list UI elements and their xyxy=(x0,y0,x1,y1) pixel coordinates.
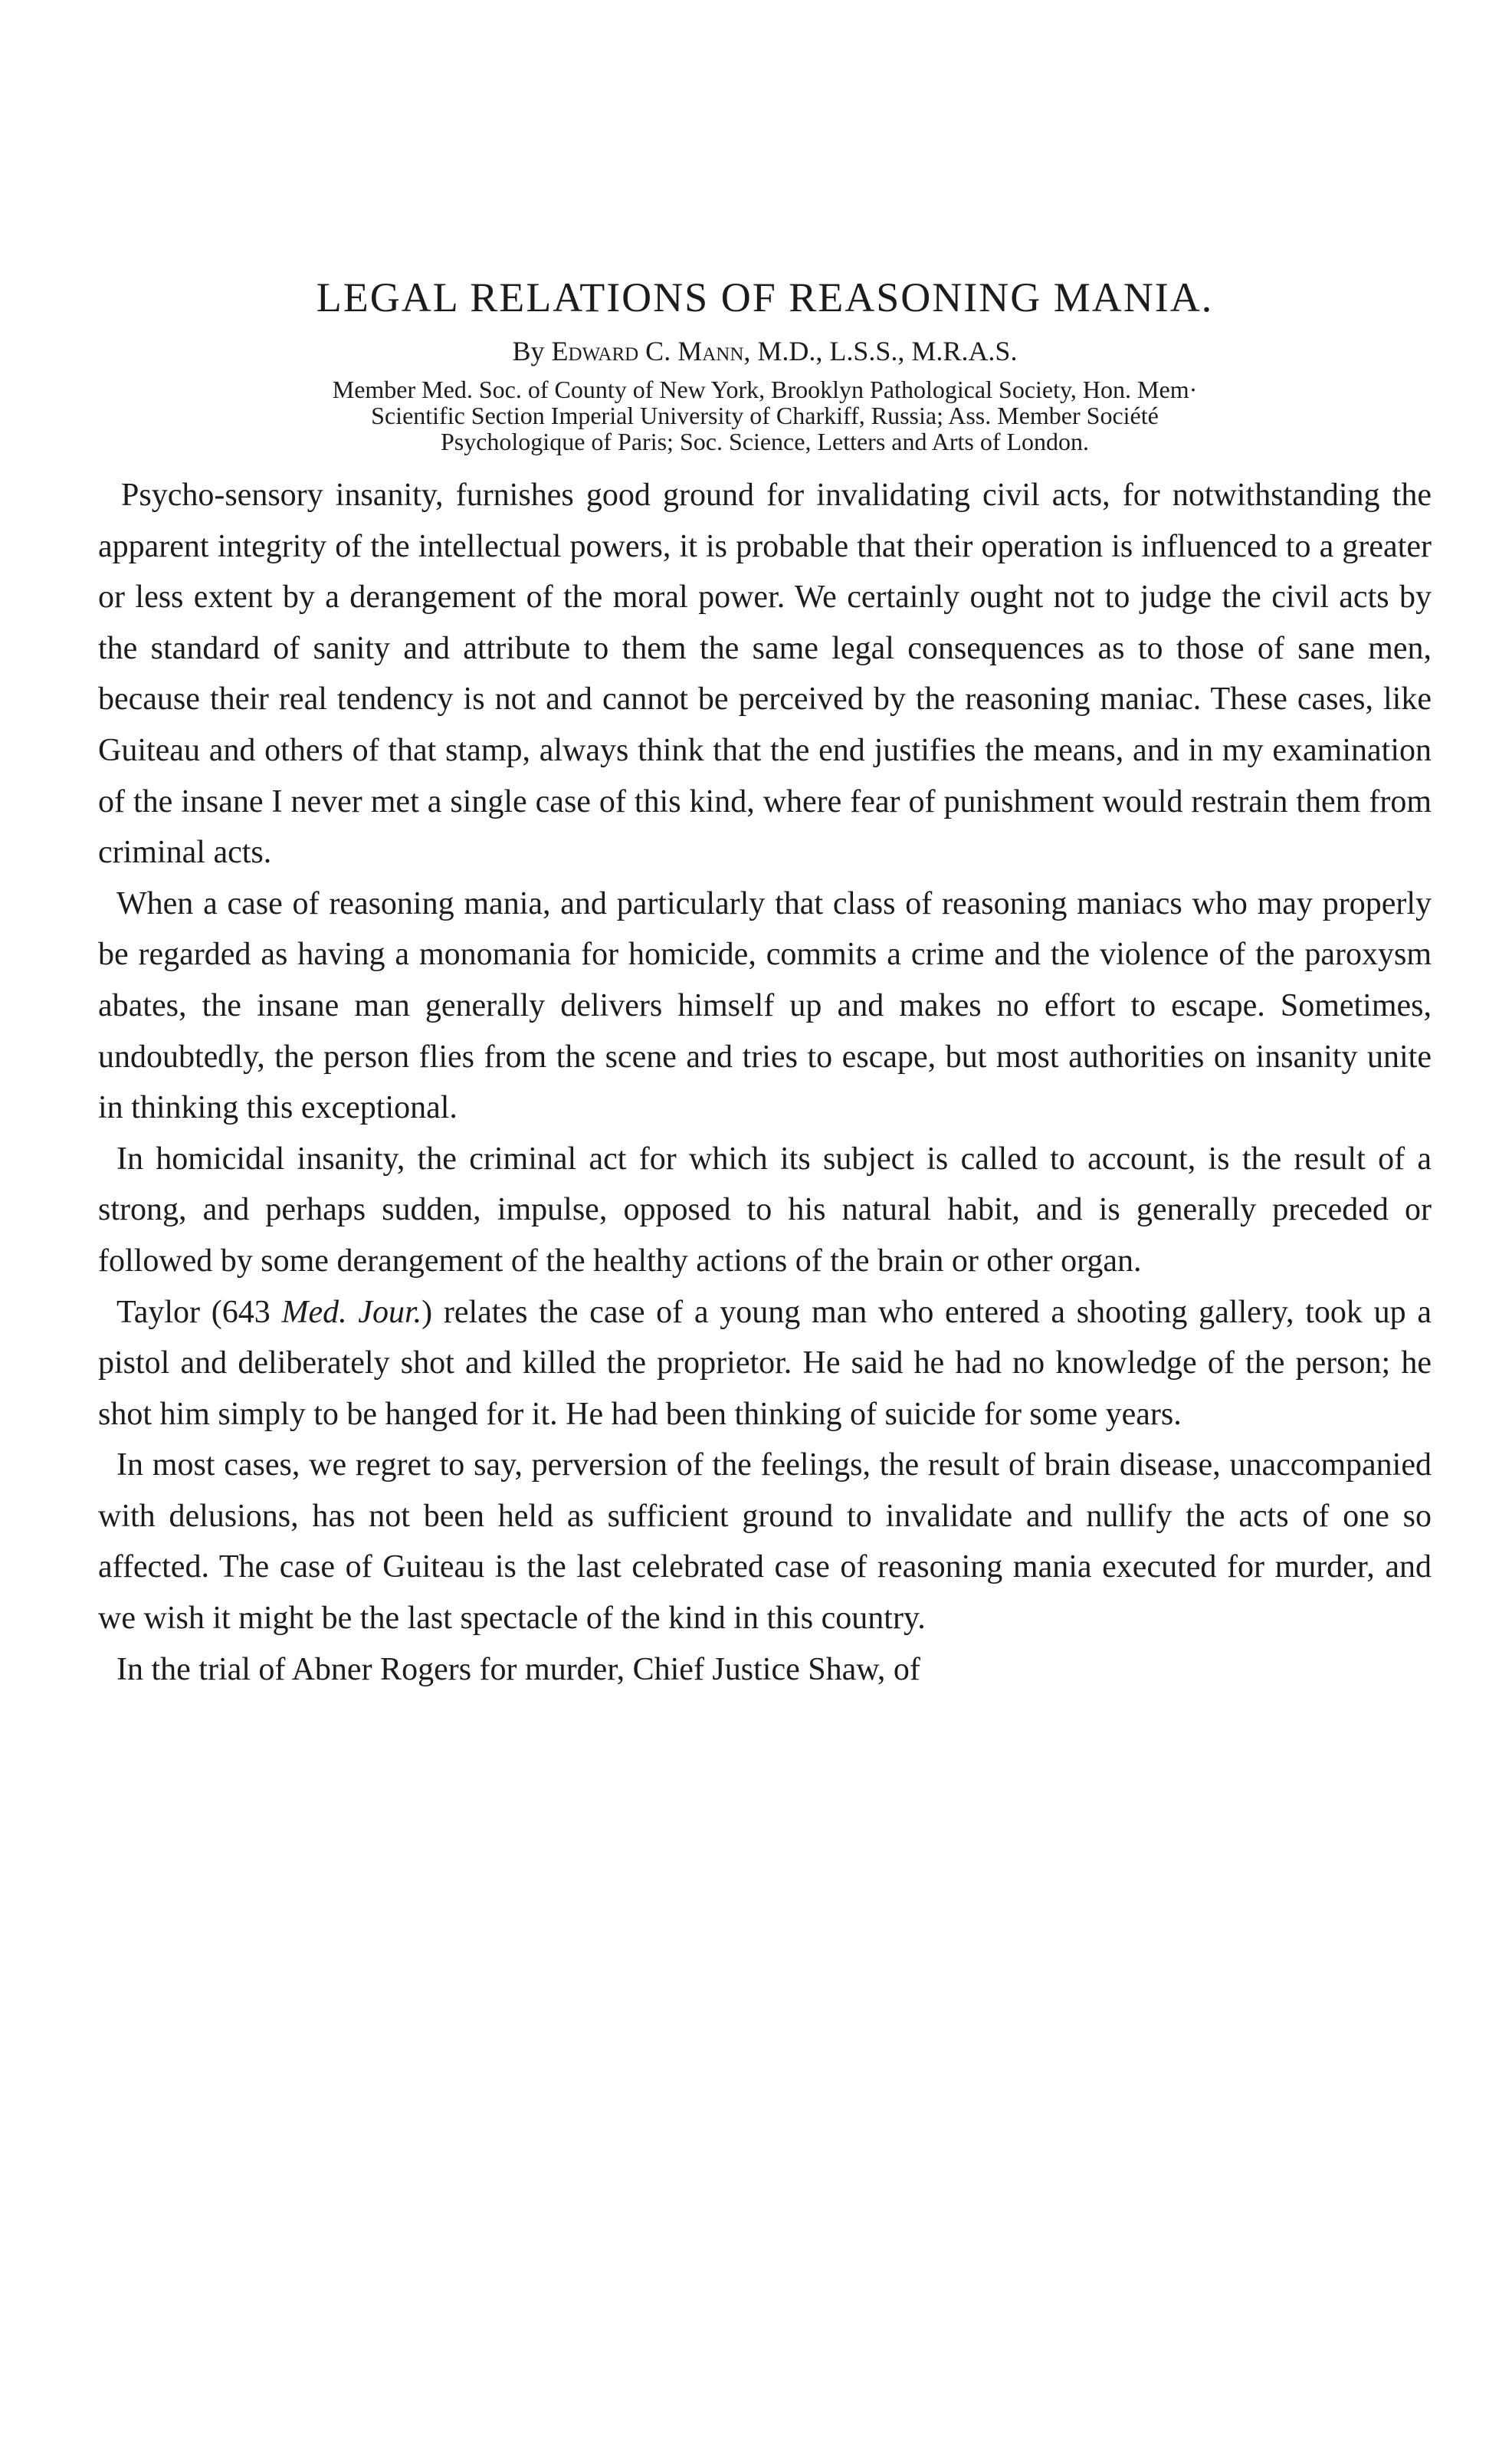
paragraph xyxy=(98,1287,1432,1440)
byline-prefix: By xyxy=(512,336,552,366)
affiliation-line: Member Med. Soc. of County of New York, Brooklyn Pathological Society, Hon. Mem· xyxy=(332,376,1198,403)
affiliation-line: Scientific Section Imperial University of Charkiff, Russia; Ass. Member Société xyxy=(371,402,1159,429)
paragraph-text: ) relates the case of a young man who entered a shooting gallery, took up a pistol and deliberately shot and killed the proprietor. He said he had no knowledge of the person; he shot him simply to be hanged for it. He had been thinking of suicide for some years. xyxy=(98,1294,1432,1432)
author-name: Edward C. Mann xyxy=(551,336,744,366)
paragraph-text: Taylor (643 xyxy=(116,1294,282,1330)
paragraph: In most cases, we regret to say, perversion of the feelings, the result of brain disease, unaccompanied with delusions, has not been held as sufficient ground to invalidate and nullify the acts of one so affected. The case of Guiteau is the last celebrated case of reasoning mania executed for murder, and we wish it might be the last spectacle of the kind in this country. xyxy=(98,1447,1432,1637)
author-byline xyxy=(98,333,1432,369)
paragraph: Psycho-sensory insanity, furnishes good ground for invalidating civil acts, for notwithstanding the apparent integrity of the intellectual powers, it is probable that their operation is influenced to a greater or less extent by a derangement of the moral power. We certainly ought not to judge the civil acts by the standard of sanity and attribute to them the same legal consequences as to those of sane men, because their real tendency is not and cannot be perceived by the reasoning maniac. These cases, like Guiteau and others of that stamp, always think that the end justifies the means, and in my examination of the insane I never met a single case of this kind, where fear of punishment would restrain them from criminal acts. xyxy=(98,478,1432,871)
document-page xyxy=(98,272,1432,1695)
paragraph: In the trial of Abner Rogers for murder, Chief Justice Shaw, of xyxy=(116,1651,920,1687)
author-credentials: , M.D., L.S.S., M.R.A.S. xyxy=(743,336,1018,366)
paragraph: When a case of reasoning mania, and particularly that class of reasoning maniacs who may properly be regarded as having a monomania for homicide, commits a crime and the violence of the paroxysm abates, the insane man generally delivers himself up and makes no effort to escape. Sometimes, undoubtedly, the person flies from the scene and tries to escape, but most authorities on insanity unite in thinking this exceptional. xyxy=(98,885,1432,1126)
article-body xyxy=(98,470,1432,1695)
paragraph: In homicidal insanity, the criminal act for which its subject is called to account, is the result of a strong, and perhaps sudden, impulse, opposed to his natural habit, and is generally preceded or followed by some derangement of the healthy actions of the brain or other organ. xyxy=(98,1141,1432,1279)
journal-citation: Med. Jour. xyxy=(281,1294,422,1330)
author-affiliation xyxy=(98,376,1432,455)
article-title: LEGAL RELATIONS OF REASONING MANIA. xyxy=(316,274,1214,320)
affiliation-line: Psychologique of Paris; Soc. Science, Letters and Arts of London. xyxy=(440,428,1090,455)
